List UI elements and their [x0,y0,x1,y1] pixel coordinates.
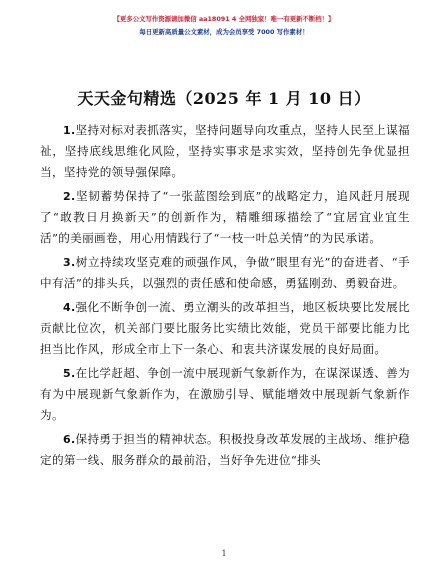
paragraph-number: 2. [63,190,76,203]
paragraph-number: 3. [63,256,76,269]
paragraph-4 [40,297,410,360]
paragraph-number: 6. [63,433,76,446]
paragraph-number: 5. [63,367,76,380]
paragraph-number: 4. [63,301,76,314]
paragraph-6 [40,429,410,471]
paragraph-3 [40,252,410,294]
paragraph-number: 1. [63,124,76,137]
paragraph-text: 树立持续攻坚克难的顽强作风，争做“眼里有光”的奋进者、“手中有活”的排头兵，以强烈的责任感和使命感，勇猛刚劲、勇毅奋进。 [40,255,410,290]
paragraph-1 [40,120,410,183]
paragraph-text: 坚韧蓄势保持了“一张蓝图绘到底”的战略定力，追风赶月展现了“敢教日月换新天”的创新作为，精雕细琢描绘了“宜居宜业宜生活”的美丽画卷，用心用情践行了“一枝一叶总关情”的为民承诺。 [40,189,410,245]
paragraph-2 [40,186,410,249]
paragraph-text: 强化不断争创一流、勇立潮头的改革担当，地区板块要比发展比贡献比位次，机关部门要比服务比实绩比效能，党员干部要比能力比担当比作风，形成全市上下一条心、和衷共济谋发展的良好局面。 [40,300,410,356]
paragraph-5 [40,363,410,426]
paragraph-text: 在比学赶超、争创一流中展现新气象新作为，在谋深谋透、善为有为中展现新气象新作为，在激励引导、赋能增效中展现新气象新作为。 [40,366,410,422]
paragraph-text: 保持勇于担当的精神状态。积极投身改革发展的主战场、维护稳定的第一线、服务群众的最前沿，当好争先进位“排头 [40,432,410,467]
promo-banner-line1: 【更多公文写作资源请加微信 aa18091 4 全网独家！唯一有更新不断档！】 [113,15,335,23]
promo-banner-line2: 每日更新高质量公文素材，成为会员享受 7000 写作素材！ [139,28,309,36]
document-title: 天天金句精选（2025 年 1 月 10 日） [77,89,371,108]
paragraph-text: 坚持对标对表抓落实，坚持问题导向攻重点，坚持人民至上谋福祉，坚持底线思维化风险，坚持实事求是求实效，坚持创先争优显担当，坚持党的领导强保障。 [40,123,410,179]
page-number: 1 [221,549,227,558]
document-body [40,120,410,474]
